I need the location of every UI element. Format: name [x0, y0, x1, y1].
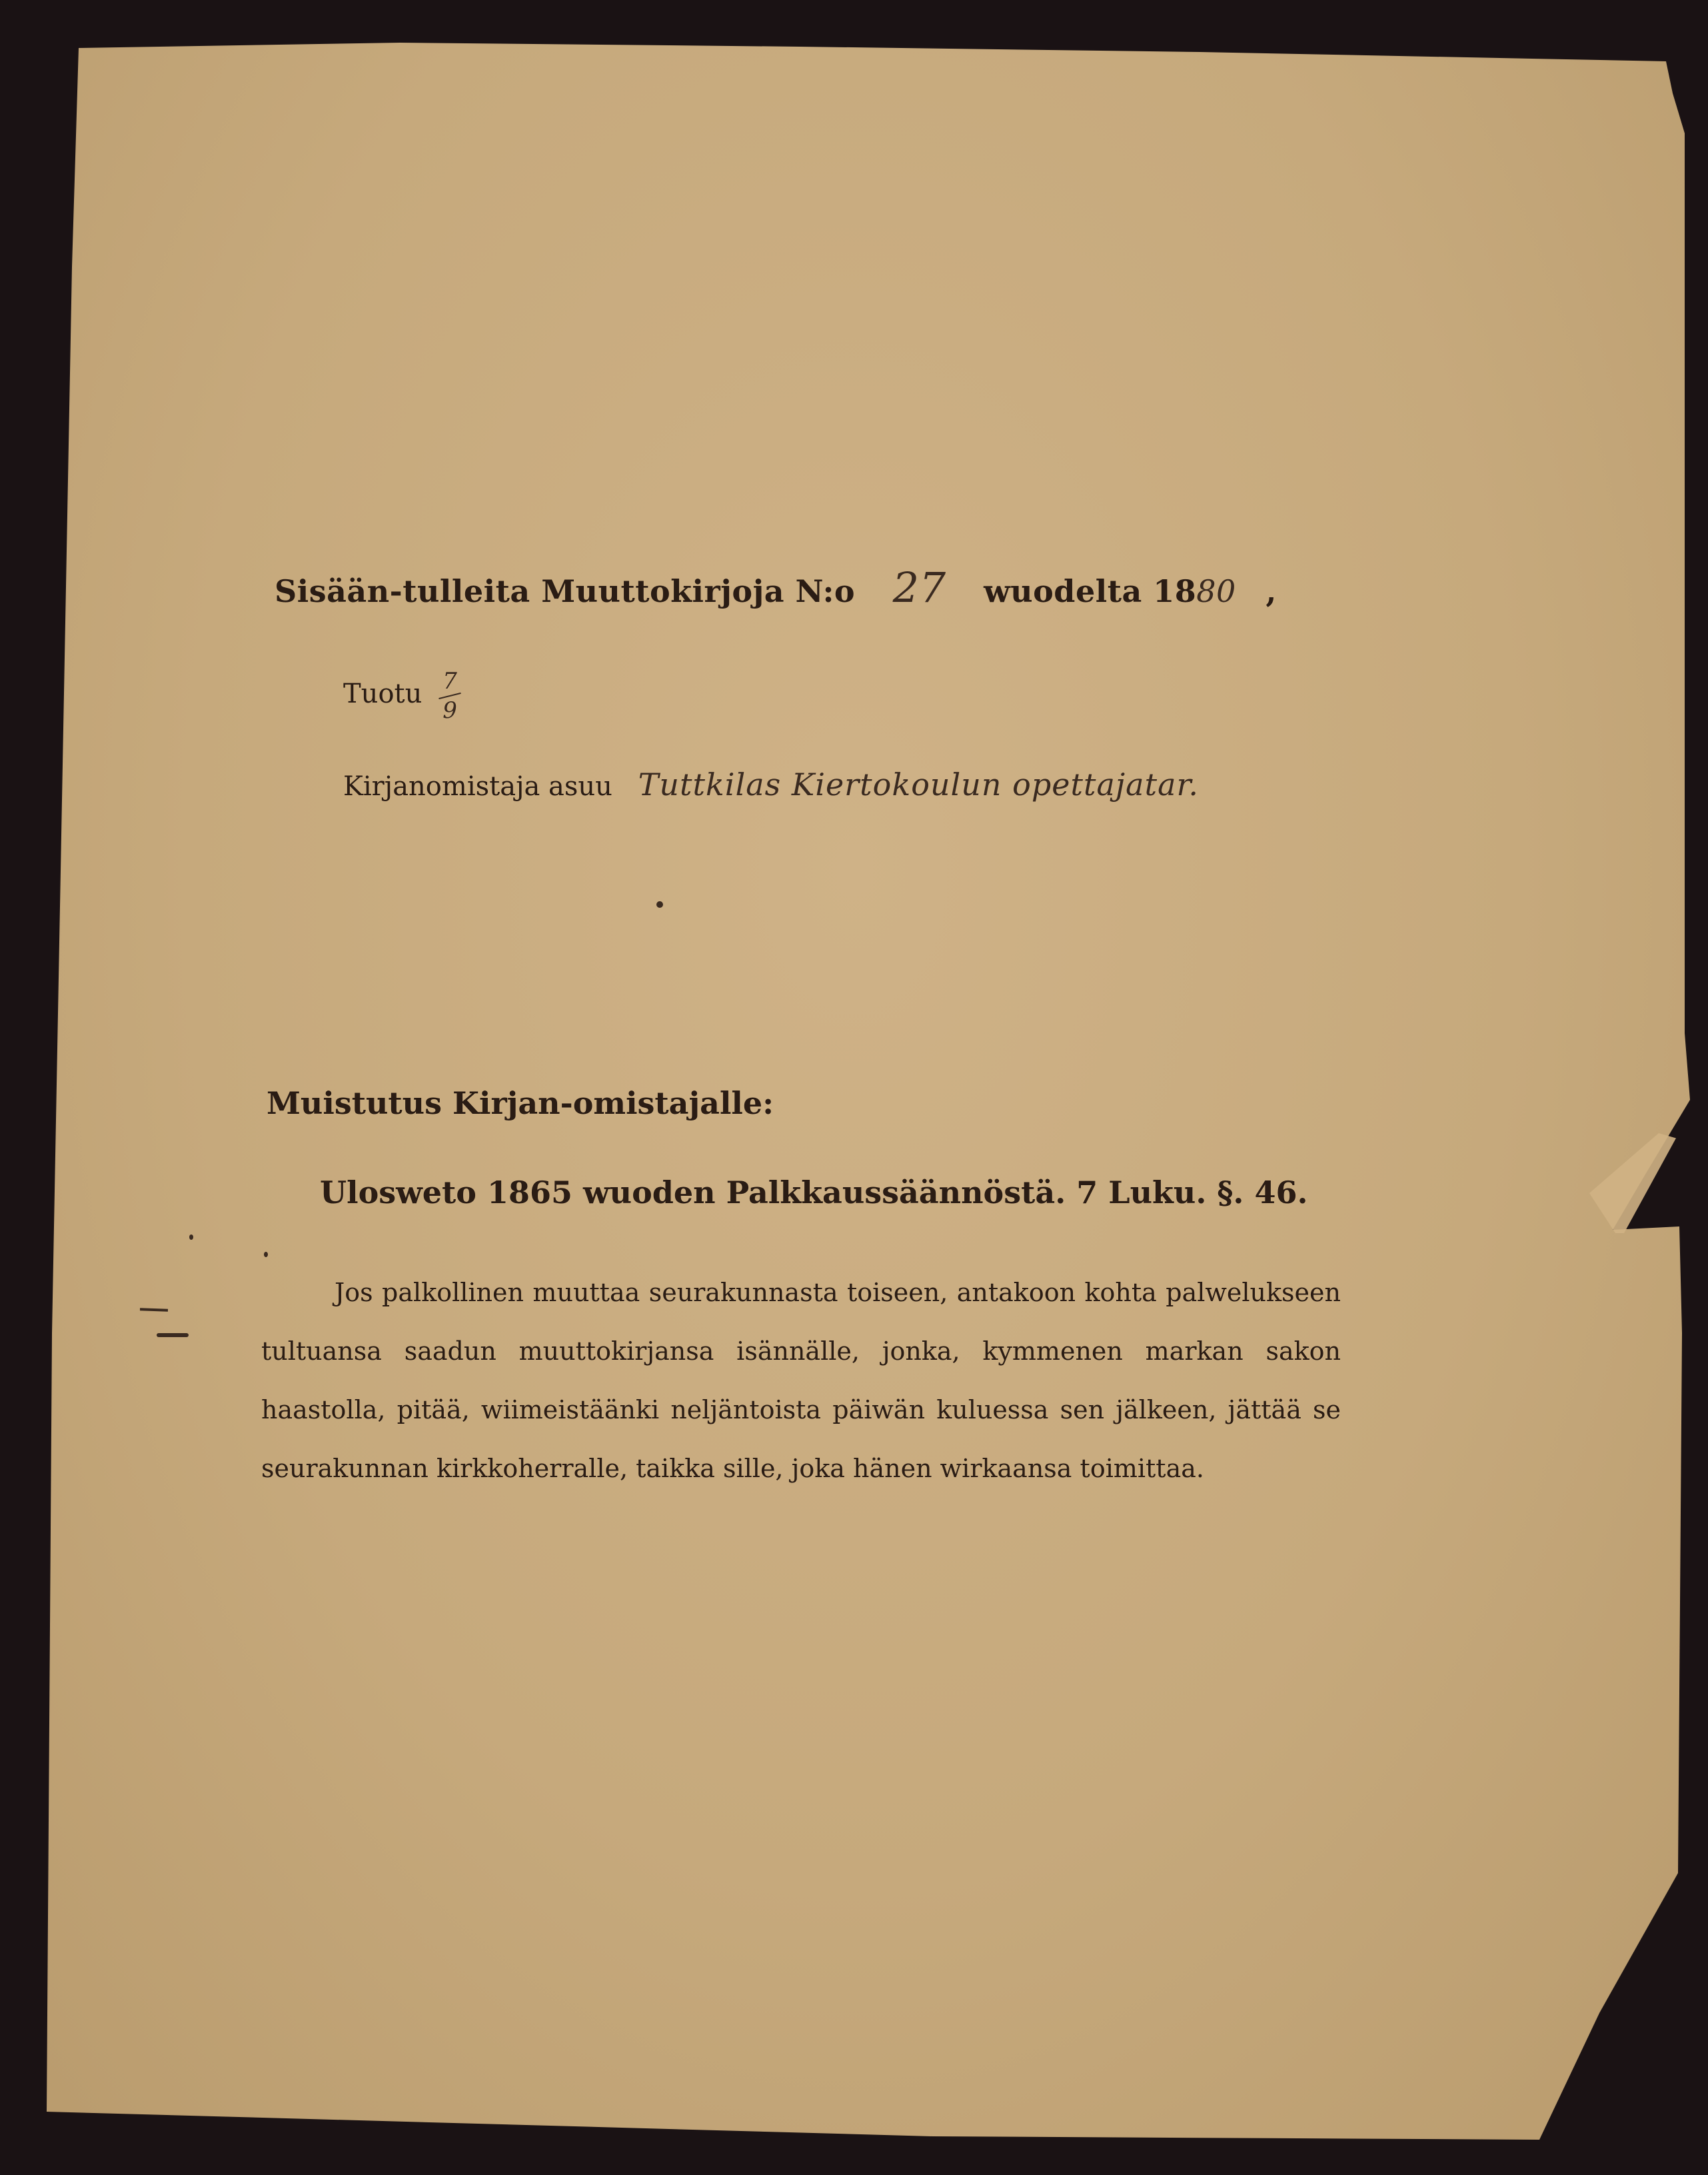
law-text	[261, 1263, 1341, 1498]
brought-date-month: 9	[442, 697, 457, 724]
brought-date	[438, 670, 461, 722]
owner-value: Tuttkilas Kiertokoulun opettajatar.	[638, 767, 1200, 803]
brought-date-day: 7	[442, 668, 457, 695]
ink-dot	[656, 901, 663, 908]
year-handwritten: 80	[1196, 573, 1236, 609]
reminder-title: Muistutus Kirjan-omistajalle:	[267, 1085, 774, 1121]
document-title-line	[275, 563, 1354, 612]
year-printed: 18	[1153, 573, 1197, 609]
margin-dot-mark	[264, 1252, 268, 1257]
brought-label: Tuotu	[343, 679, 423, 709]
owner-label: Kirjanomistaja asuu	[343, 771, 612, 802]
brought-line	[343, 670, 461, 722]
title-prefix: Sisään-tulleita Muuttokirjoja N:o	[275, 573, 856, 609]
law-paragraph: Jos palkollinen muuttaa seurakunnasta toiseen, antakoon kohta palwelukseen tultuansa saadun muuttokirjansa isännälle, jonka, kymmenen markan sakon haastolla, pitää, wiimeistäänki neljäntoista päiwän kuluessa sen jälkeen, jättää se seurakunnan kirkkoherralle, taikka sille, joka hänen wirkaansa toimittaa.	[261, 1278, 1341, 1483]
year-label: wuodelta	[984, 573, 1142, 609]
owner-line	[343, 767, 1199, 803]
margin-dot-mark	[189, 1234, 193, 1240]
law-reference: Ulosweto 1865 wuoden Palkkaussäännöstä. 7 Luku. §. 46.	[320, 1174, 1308, 1210]
margin-dash-mark	[157, 1333, 189, 1337]
certificate-number: 27	[892, 563, 946, 612]
title-suffix: ,	[1266, 573, 1277, 609]
